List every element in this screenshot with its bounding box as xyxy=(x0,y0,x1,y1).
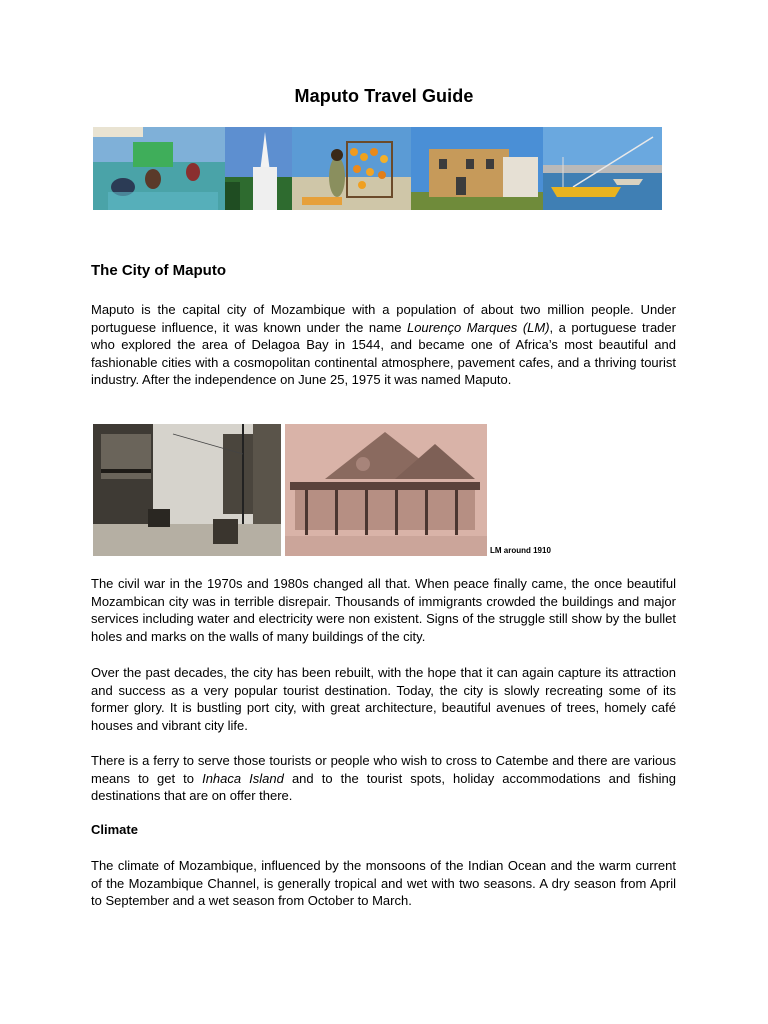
banner-photo-strip xyxy=(93,127,662,210)
ferry-text-end: and to the tourist spots, holiday accommodations and fishing destinations that are on offer there. xyxy=(91,770,676,804)
banner-photo-boats xyxy=(543,127,662,210)
climate-paragraph: The climate of Mozambique, influenced by the monsoons of the Indian Ocean and the warm current of the Mozambique Channel, is generally tropical and wet with two seasons. A dry season from April to September and a wet season from October to March. xyxy=(91,858,676,909)
intro-text-start: Maputo is the capital city of Mozambique with a population of about two million people. Under portuguese influence, it was known under the name xyxy=(91,302,676,335)
ferry-text-italic: Inhaca Island xyxy=(202,770,284,786)
section-heading-city: The City of Maputo xyxy=(91,262,226,279)
intro-text-rest: , a portuguese trader who explored the area of Delagoa Bay in 1544, and became one of Africa’s most beautiful and fashionable cities with a cosmopolitan continental atmosphere, pavement cafes, and a thriving tourist industry. After the independence on June 25, 1975 it was named Maputo. xyxy=(91,319,676,388)
banner-photo-house xyxy=(411,127,543,210)
climate-heading: Climate xyxy=(91,822,138,837)
historic-photo-building xyxy=(285,424,487,556)
ferry-paragraph xyxy=(91,752,676,805)
civil-war-paragraph: The civil war in the 1970s and 1980s changed all that. When peace finally came, the once beautiful Mozambican city was in terrible disrepair. Thousands of immigrants crowded the buildings and major services including water and electricity were non existent. Signs of the struggle still show by the bullet holes and marks on the walls of many buildings of the city. xyxy=(91,576,676,644)
document-title: Maputo Travel Guide xyxy=(294,86,474,106)
banner-photo-market xyxy=(93,127,225,210)
ferry-text-start: There is a ferry to serve those tourists or people who wish to cross to Catembe and there are various means to get to xyxy=(91,753,676,786)
historic-photo-street xyxy=(93,424,281,556)
banner-photo-cathedral xyxy=(225,127,292,210)
historic-photo-caption: LM around 1910 xyxy=(490,546,551,555)
intro-paragraph xyxy=(91,301,676,389)
intro-text-italic: Lourenço Marques (LM) xyxy=(406,319,550,335)
banner-photo-vendor xyxy=(292,127,411,210)
rebuilt-paragraph: Over the past decades, the city has been rebuilt, with the hope that it can again capture its attraction and success as a very popular tourist destination. Today, the city is slowly recreating some of its former glory. It is bustling port city, with great architecture, beautiful avenues of trees, homely café houses and vibrant city life. xyxy=(91,665,676,733)
